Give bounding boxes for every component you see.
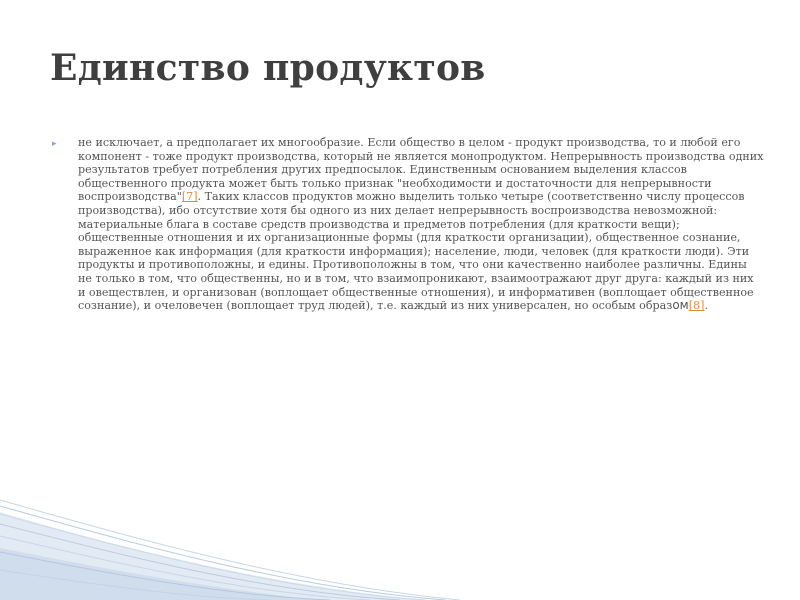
bullet-arrow-icon: ▸ bbox=[52, 139, 57, 149]
footnote-link-8[interactable]: [8] bbox=[688, 299, 705, 313]
paragraph-text-part-1: не исключает, а предполагает их многообразие. Если общество в целом - продукт производства, то и любой его компонент - тоже продукт производства, который не является монопродуктом. Непрерывность производства одних результатов требует потребления других предпосылок. Единственным основанием выделения классов общественного продукта может быть только признак "необходимости и достаточности для непрерывности воспроизводства" bbox=[78, 136, 764, 204]
slide-content bbox=[52, 136, 764, 313]
bullet-item bbox=[52, 136, 764, 313]
paragraph-text-part-2: . Таких классов продуктов можно выделить только четыре (соответственно числу процессов производства), ибо отсутствие хотя бы одного из них делает непрерывность воспроизводства невозможной: материальные блага в составе средств производства и предметов потребления (для краткости вещи); общественные отношения и их организационные формы (для краткости организации), общественное сознание, выраженное как информация (для краткости информация); население, люди, человек (для краткости люди). Эти продукты и противоположны, и едины. Противоположны в том, что они качественно наиболее различны. Едины не только в том, что общественны, но и в том, что взаимопроникают, взаимоотражают друг друга: каждый из них и овеществлен, и организован (воплощает общественные отношения), и информативен (воплощает общественное сознание), и очеловечен (воплощает труд людей), т.е. каждый из них универсален, но особым образ bbox=[78, 190, 754, 313]
paragraph-text-part-3: ом bbox=[672, 298, 689, 313]
slide-title: Единство продуктов bbox=[50, 47, 486, 89]
paragraph-text-part-4: . bbox=[704, 299, 708, 313]
bullet-paragraph bbox=[78, 136, 764, 313]
footnote-link-7[interactable]: [7] bbox=[181, 190, 198, 204]
